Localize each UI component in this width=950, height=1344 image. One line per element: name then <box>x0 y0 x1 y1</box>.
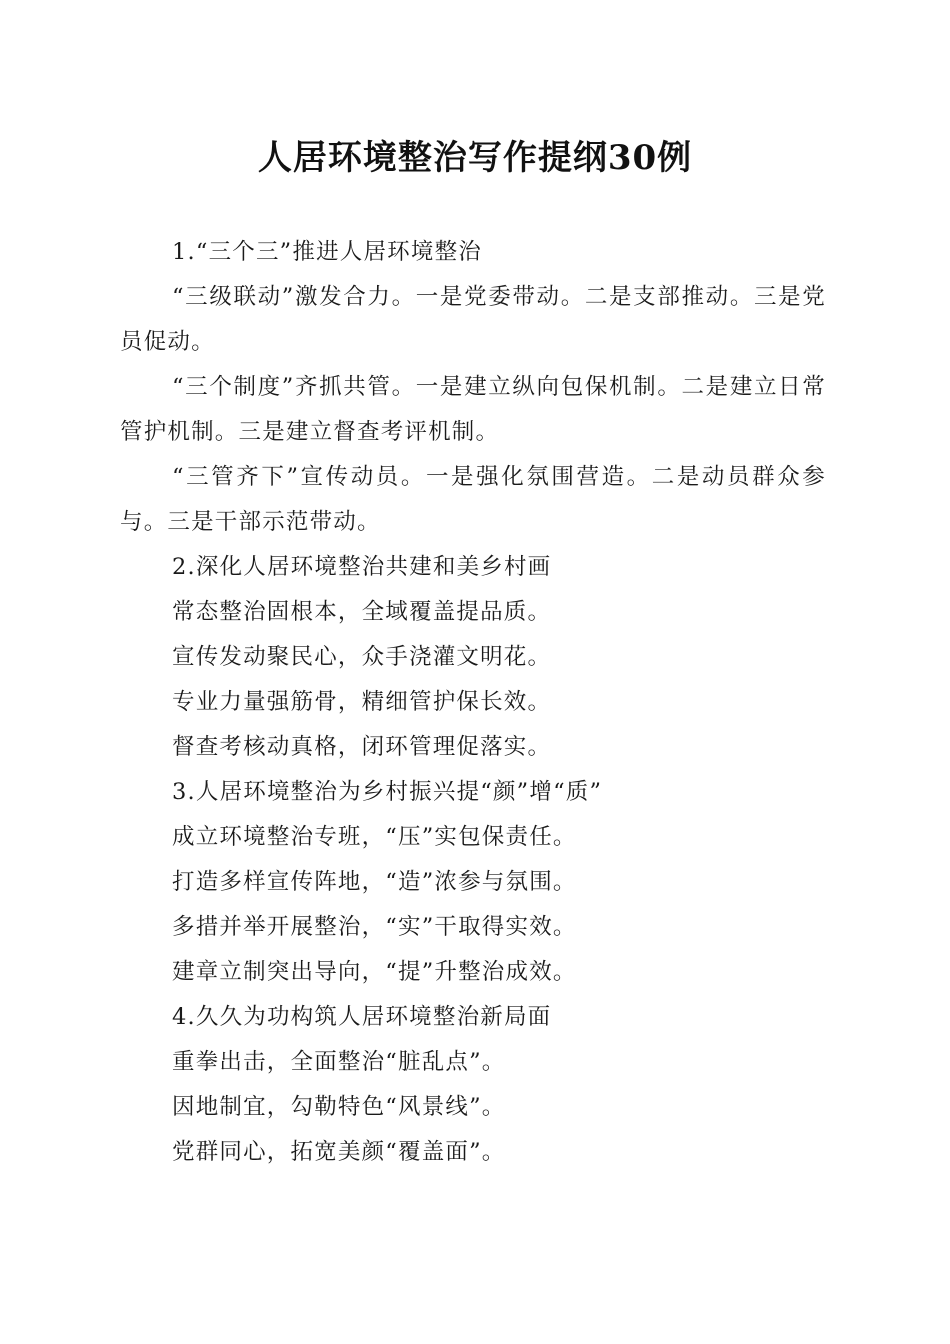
paragraph: 督查考核动真格，闭环管理促落实。 <box>172 734 552 760</box>
paragraph: 因地制宜，勾勒特色“风景线”。 <box>172 1094 506 1120</box>
paragraph: 专业力量强筋骨，精细管护保长效。 <box>172 689 552 715</box>
paragraph: 建章立制突出导向，“提”升整治成效。 <box>172 959 577 985</box>
paragraph: 成立环境整治专班，“压”实包保责任。 <box>172 824 577 850</box>
paragraph: “三级联动”激发合力。一是党委带动。二是支部推动。三是党员促动。 <box>120 284 826 355</box>
paragraph: “三管齐下”宣传动员。一是强化氛围营造。二是动员群众参与。三是干部示范带动。 <box>120 464 826 535</box>
document-title: 人居环境整治写作提纲30例 <box>257 138 693 178</box>
paragraph: “三个制度”齐抓共管。一是建立纵向包保机制。二是建立日常管护机制。三是建立督查考评机制。 <box>120 374 826 445</box>
paragraph: 党群同心，拓宽美颜“覆盖面”。 <box>172 1139 506 1165</box>
paragraph: 1.“三个三”推进人居环境整治 <box>172 239 482 265</box>
paragraph: 3.人居环境整治为乡村振兴提“颜”增“质” <box>172 779 603 805</box>
paragraph: 打造多样宣传阵地，“造”浓参与氛围。 <box>172 869 577 895</box>
paragraph: 宣传发动聚民心，众手浇灌文明花。 <box>172 644 552 670</box>
paragraph: 重拳出击，全面整治“脏乱点”。 <box>172 1049 506 1075</box>
paragraph: 常态整治固根本，全域覆盖提品质。 <box>172 599 552 625</box>
paragraph: 4.久久为功构筑人居环境整治新局面 <box>172 1004 552 1030</box>
paragraph: 2.深化人居环境整治共建和美乡村画 <box>172 554 552 580</box>
paragraph: 多措并举开展整治，“实”干取得实效。 <box>172 914 577 940</box>
document-body <box>120 230 826 1175</box>
